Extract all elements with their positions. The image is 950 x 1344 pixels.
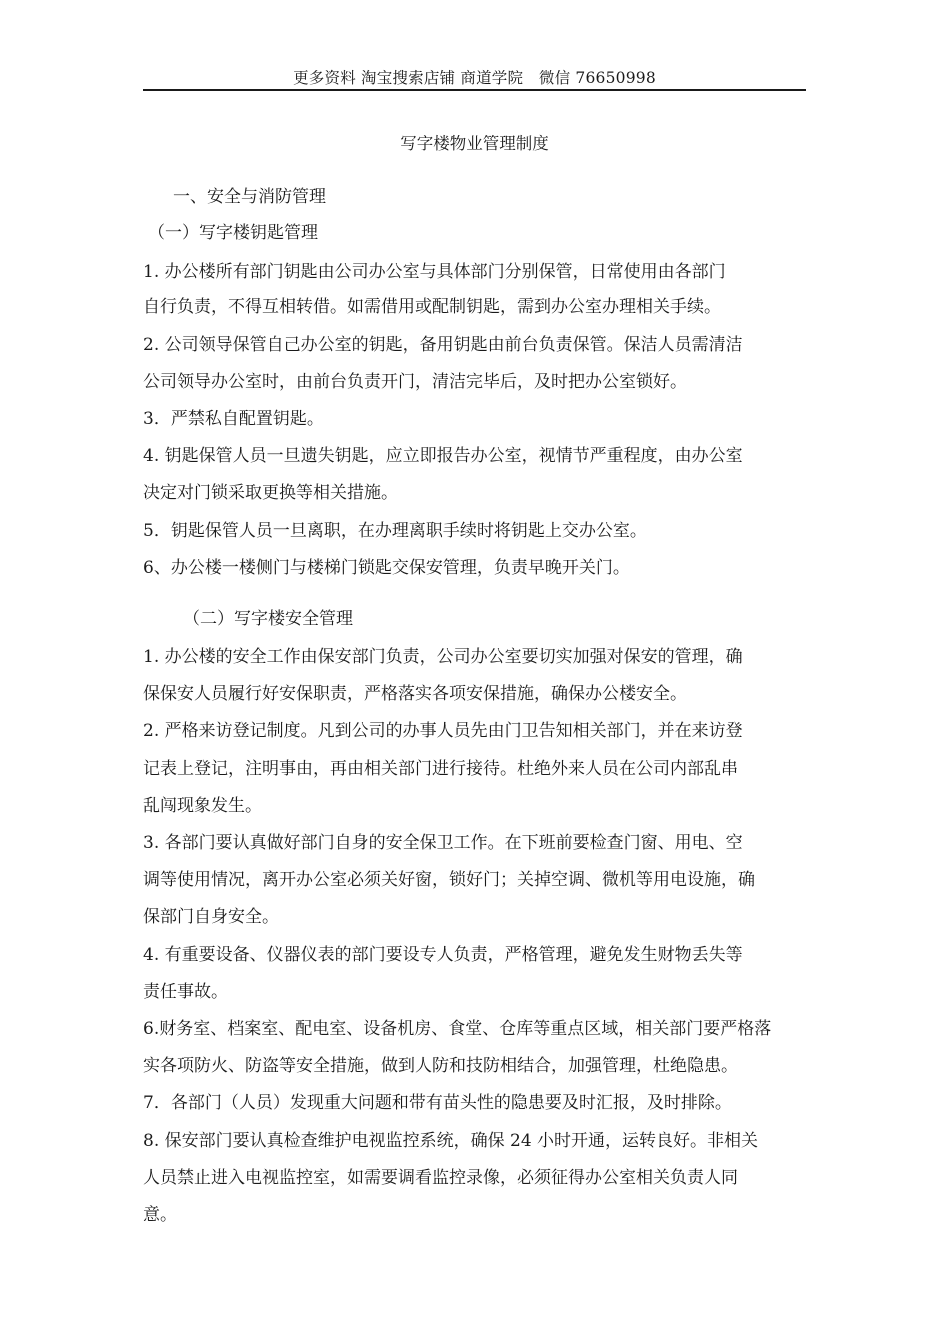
paragraph-line: 2. 公司领导保管自己办公室的钥匙，备用钥匙由前台负责保管。保洁人员需清洁 (143, 335, 743, 355)
paragraph-line: 决定对门锁采取更换等相关措施。 (143, 483, 398, 503)
page-header: 更多资料 淘宝搜索店铺 商道学院 微信 76650998 (293, 69, 656, 87)
subsection-heading: （一）写字楼钥匙管理 (148, 223, 318, 243)
paragraph-line: 6、办公楼一楼侧门与楼梯门锁匙交保安管理，负责早晚开关门。 (143, 558, 630, 578)
paragraph-line: 保部门自身安全。 (143, 907, 279, 927)
paragraph-line: 意。 (143, 1205, 177, 1225)
paragraph-line: 5．钥匙保管人员一旦离职，在办理离职手续时将钥匙上交办公室。 (143, 521, 647, 541)
paragraph-line: 实各项防火、防盗等安全措施，做到人防和技防相结合，加强管理，杜绝隐患。 (143, 1056, 738, 1076)
paragraph-line: 4. 钥匙保管人员一旦遗失钥匙，应立即报告办公室，视情节严重程度，由办公室 (143, 446, 743, 466)
paragraph-line: 3. 各部门要认真做好部门自身的安全保卫工作。在下班前要检查门窗、用电、空 (143, 833, 743, 853)
paragraph-line: 保保安人员履行好安保职责，严格落实各项安保措施，确保办公楼安全。 (143, 684, 687, 704)
subsection-heading: （二）写字楼安全管理 (183, 609, 353, 629)
paragraph-line: 2. 严格来访登记制度。凡到公司的办事人员先由门卫告知相关部门，并在来访登 (143, 721, 743, 741)
paragraph-line: 责任事故。 (143, 982, 228, 1002)
paragraph-line: 1. 办公楼的安全工作由保安部门负责，公司办公室要切实加强对保安的管理，确 (143, 647, 743, 667)
paragraph-line: 自行负责，不得互相转借。如需借用或配制钥匙，需到办公室办理相关手续。 (143, 297, 721, 317)
paragraph-line: 7．各部门（人员）发现重大问题和带有苗头性的隐患要及时汇报，及时排除。 (143, 1093, 732, 1113)
paragraph-line: 记表上登记，注明事由，再由相关部门进行接待。杜绝外来人员在公司内部乱串 (143, 759, 738, 779)
paragraph-line: 3．严禁私自配置钥匙。 (143, 409, 324, 429)
paragraph-line: 1. 办公楼所有部门钥匙由公司办公室与具体部门分别保管，日常使用由各部门 (143, 262, 726, 282)
paragraph-line: 人员禁止进入电视监控室，如需要调看监控录像，必须征得办公室相关负责人同 (143, 1168, 738, 1188)
paragraph-line: 8. 保安部门要认真检查维护电视监控系统，确保 24 小时开通，运转良好。非相关 (143, 1131, 759, 1151)
section-heading: 一、安全与消防管理 (173, 187, 326, 207)
header-divider (143, 89, 806, 91)
paragraph-line: 公司领导办公室时，由前台负责开门，清洁完毕后，及时把办公室锁好。 (143, 372, 687, 392)
paragraph-line: 4. 有重要设备、仪器仪表的部门要设专人负责，严格管理，避免发生财物丢失等 (143, 945, 743, 965)
paragraph-line: 调等使用情况，离开办公室必须关好窗，锁好门；关掉空调、微机等用电设施，确 (143, 870, 755, 890)
document-title: 写字楼物业管理制度 (400, 134, 549, 153)
paragraph-line: 6.财务室、档案室、配电室、设备机房、食堂、仓库等重点区域，相关部门要严格落 (143, 1019, 772, 1039)
paragraph-line: 乱闯现象发生。 (143, 796, 262, 816)
